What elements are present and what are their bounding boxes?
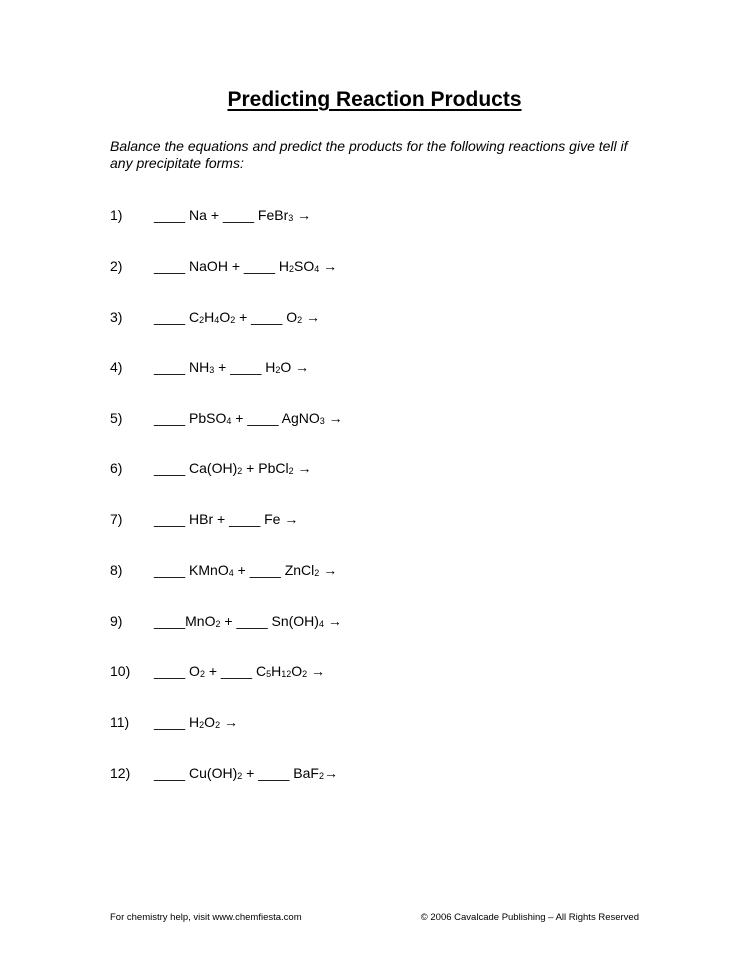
problem-equation: ____ $H_2O_2$ →	[154, 714, 238, 730]
problem-number: 1)	[110, 207, 123, 223]
problem-number: 8)	[110, 562, 123, 578]
problem-equation: ____ $NH_3$ + ____ $H_2O$ →	[154, 359, 310, 375]
problem-number: 6)	[110, 460, 123, 476]
problem-equation: ____ $O_2$ + ____ $C_5H_{12}O_2$ →	[154, 663, 326, 679]
problem-equation: ____ HBr + ____ Fe →	[154, 511, 299, 527]
problem-equation: ____ PbSO$_4$ + ____ AgNO$_3$ →	[154, 410, 343, 426]
problem-number: 12)	[110, 765, 131, 781]
footer-help-text: For chemistry help, visit www.chemfiesta.com	[110, 912, 302, 923]
problem-number: 4)	[110, 359, 123, 375]
problem-number: 3)	[110, 309, 123, 325]
problem-equation: ____ KMnO$_4$ + ____ ZnCl$_2$ →	[154, 562, 338, 578]
page-title: Predicting Reaction Products	[227, 88, 522, 111]
problem-number: 5)	[110, 410, 123, 426]
problem-equation: ____ Na + ____ FeBr$_3$ →	[154, 207, 312, 223]
problem-equation: ____ NaOH + ____ $H_2SO_4$ →	[154, 258, 338, 274]
footer-copyright: © 2006 Cavalcade Publishing – All Rights Reserved	[420, 912, 639, 923]
problem-equation: ____ $C_2H_4O_2$ + ____ $O_2$ →	[154, 309, 321, 325]
problem-equation: ____ $Cu(OH)_2$ + ____ BaF$_2$→	[154, 765, 338, 781]
problem-number: 2)	[110, 258, 123, 274]
problem-number: 10)	[110, 663, 131, 679]
problem-number: 7)	[110, 511, 123, 527]
problem-equation: ____MnO$_2$ + ____ $Sn(OH)_4$ →	[154, 613, 342, 629]
problem-number: 9)	[110, 613, 123, 629]
instructions: Balance the equations and predict the products for the following reactions give tell if any precipitate forms:	[110, 138, 628, 171]
problem-equation: ____ $Ca(OH)_2$ + PbCl$_2$ →	[154, 460, 312, 476]
problem-number: 11)	[110, 714, 130, 730]
